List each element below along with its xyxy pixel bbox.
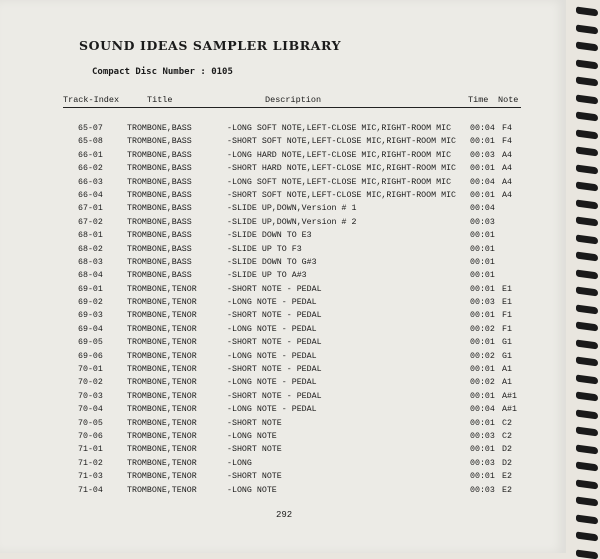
column-header-track: Track-Index	[63, 95, 120, 105]
track-title: TROMBONE,TENOR	[127, 351, 197, 361]
track-time: 00:01	[470, 311, 495, 321]
track-index: 67-01	[78, 204, 103, 214]
track-index: 66-04	[78, 190, 103, 200]
track-index: 68-01	[78, 231, 103, 241]
track-description: -LONG NOTE	[227, 485, 277, 495]
track-time: 00:01	[470, 271, 495, 281]
track-description: -SHORT NOTE - PEDAL	[227, 284, 322, 294]
table-row	[0, 296, 566, 309]
track-description: -SHORT NOTE - PEDAL	[227, 365, 322, 375]
spiral-binding	[566, 0, 600, 553]
track-description: -LONG NOTE - PEDAL	[227, 298, 317, 308]
table-row	[0, 470, 566, 483]
track-title: TROMBONE,BASS	[127, 271, 192, 281]
track-note: F4	[502, 124, 512, 133]
table-row	[0, 162, 566, 175]
binding-coil	[576, 461, 598, 471]
binding-coil	[576, 234, 598, 244]
table-row	[0, 443, 566, 456]
binding-coil	[576, 164, 598, 174]
binding-coil	[576, 269, 598, 279]
track-time: 00:01	[470, 472, 495, 482]
track-description: -SLIDE DOWN TO E3	[227, 231, 312, 241]
page-title: SOUND IDEAS SAMPLER LIBRARY	[79, 38, 342, 53]
binding-coil	[576, 374, 598, 384]
track-time: 00:01	[470, 365, 495, 375]
track-title: TROMBONE,TENOR	[127, 391, 197, 401]
track-index: 71-03	[78, 472, 103, 482]
track-title: TROMBONE,TENOR	[127, 458, 197, 468]
column-header-note: Note	[498, 95, 519, 105]
table-row	[0, 430, 566, 443]
column-header-title: Title	[147, 95, 173, 105]
binding-coil	[576, 339, 598, 349]
track-description: -SHORT NOTE	[227, 472, 282, 482]
track-time: 00:01	[470, 137, 495, 147]
track-description: -SHORT NOTE - PEDAL	[227, 311, 322, 321]
track-title: TROMBONE,BASS	[127, 257, 192, 267]
track-time: 00:04	[470, 405, 495, 415]
binding-coil	[576, 251, 598, 261]
binding-coil	[576, 496, 598, 506]
track-time: 00:02	[470, 324, 495, 334]
table-row	[0, 149, 566, 162]
track-time: 00:01	[470, 284, 495, 294]
track-description: -LONG HARD NOTE,LEFT-CLOSE MIC,RIGHT-ROOM MIC	[227, 150, 452, 160]
track-description: -SLIDE UP,DOWN,Version # 1	[227, 204, 357, 214]
track-note: E1	[502, 284, 512, 294]
table-row	[0, 484, 566, 497]
track-description: -SLIDE UP TO A#3	[227, 271, 307, 281]
track-time: 00:02	[470, 351, 495, 361]
track-description: -LONG	[227, 458, 252, 468]
table-row	[0, 376, 566, 389]
track-index: 71-04	[78, 485, 103, 495]
binding-coil	[576, 286, 598, 296]
track-index: 71-02	[78, 458, 103, 468]
track-index: 71-01	[78, 445, 103, 455]
binding-coil	[576, 24, 598, 34]
binding-coil	[576, 76, 598, 86]
table-row	[0, 457, 566, 470]
track-time: 00:03	[470, 217, 495, 227]
binding-coil	[576, 146, 598, 156]
track-time: 00:04	[470, 124, 495, 133]
table-row	[0, 202, 566, 215]
table-row	[0, 390, 566, 403]
table-row	[0, 269, 566, 282]
binding-coil	[576, 356, 598, 366]
track-description: -SHORT SOFT NOTE,LEFT-CLOSE MIC,RIGHT-ROOM MIC	[227, 137, 457, 147]
track-note: G1	[502, 338, 512, 348]
track-time: 00:01	[470, 190, 495, 200]
binding-coil	[576, 409, 598, 419]
track-index: 66-02	[78, 164, 103, 174]
track-title: TROMBONE,TENOR	[127, 405, 197, 415]
track-note: E2	[502, 472, 512, 482]
binding-coil	[576, 129, 598, 139]
track-note: D2	[502, 445, 512, 455]
track-note: F1	[502, 324, 512, 334]
track-title: TROMBONE,TENOR	[127, 418, 197, 428]
table-row	[0, 283, 566, 296]
track-index: 68-04	[78, 271, 103, 281]
track-title: TROMBONE,BASS	[127, 150, 192, 160]
track-index: 70-04	[78, 405, 103, 415]
track-index: 69-01	[78, 284, 103, 294]
track-time: 00:01	[470, 244, 495, 254]
table-header	[63, 95, 521, 107]
track-index: 67-02	[78, 217, 103, 227]
track-time: 00:03	[470, 298, 495, 308]
track-title: TROMBONE,BASS	[127, 231, 192, 241]
track-index: 68-02	[78, 244, 103, 254]
table-row	[0, 336, 566, 349]
track-note: A4	[502, 177, 512, 187]
binding-coil	[576, 41, 598, 51]
table-row	[0, 417, 566, 430]
binding-coil	[576, 199, 598, 209]
track-title: TROMBONE,TENOR	[127, 338, 197, 348]
track-title: TROMBONE,TENOR	[127, 431, 197, 441]
track-time: 00:01	[470, 418, 495, 428]
track-title: TROMBONE,TENOR	[127, 365, 197, 375]
binding-coil	[576, 549, 598, 559]
track-title: TROMBONE,BASS	[127, 177, 192, 187]
table-row	[0, 229, 566, 242]
track-time: 00:01	[470, 445, 495, 455]
track-time: 00:02	[470, 378, 495, 388]
track-title: TROMBONE,BASS	[127, 204, 192, 214]
track-note: E1	[502, 298, 512, 308]
binding-coil	[576, 426, 598, 436]
track-time: 00:01	[470, 231, 495, 241]
track-time: 00:03	[470, 485, 495, 495]
track-index: 66-01	[78, 150, 103, 160]
track-description: -LONG SOFT NOTE,LEFT-CLOSE MIC,RIGHT-ROOM MIC	[227, 124, 452, 133]
track-index: 69-02	[78, 298, 103, 308]
binding-coil	[576, 94, 598, 104]
track-index: 70-01	[78, 365, 103, 375]
table-row	[0, 256, 566, 269]
track-title: TROMBONE,BASS	[127, 137, 192, 147]
track-index: 69-03	[78, 311, 103, 321]
table-row	[0, 363, 566, 376]
track-description: -LONG SOFT NOTE,LEFT-CLOSE MIC,RIGHT-ROOM MIC	[227, 177, 452, 187]
track-index: 70-02	[78, 378, 103, 388]
track-title: TROMBONE,BASS	[127, 164, 192, 174]
binding-coil	[576, 321, 598, 331]
track-description: -SHORT HARD NOTE,LEFT-CLOSE MIC,RIGHT-ROOM MIC	[227, 164, 457, 174]
binding-coil	[576, 479, 598, 489]
track-note: C2	[502, 418, 512, 428]
column-header-time: Time	[468, 95, 489, 105]
track-title: TROMBONE,BASS	[127, 190, 192, 200]
table-row	[0, 243, 566, 256]
binding-coil	[576, 531, 598, 541]
table-row	[0, 403, 566, 416]
binding-coil	[576, 59, 598, 69]
track-description: -SLIDE DOWN TO G#3	[227, 257, 317, 267]
track-time: 00:01	[470, 164, 495, 174]
track-time: 00:03	[470, 150, 495, 160]
track-note: A#1	[502, 405, 517, 415]
track-time: 00:03	[470, 431, 495, 441]
track-title: TROMBONE,BASS	[127, 217, 192, 227]
track-index: 68-03	[78, 257, 103, 267]
track-title: TROMBONE,TENOR	[127, 472, 197, 482]
track-index: 69-06	[78, 351, 103, 361]
track-title: TROMBONE,BASS	[127, 124, 192, 133]
track-note: C2	[502, 431, 512, 441]
binding-coil	[576, 514, 598, 524]
track-description: -SHORT SOFT NOTE,LEFT-CLOSE MIC,RIGHT-ROOM MIC	[227, 190, 457, 200]
binding-coil	[576, 181, 598, 191]
track-description: -SHORT NOTE - PEDAL	[227, 338, 322, 348]
track-title: TROMBONE,BASS	[127, 244, 192, 254]
track-note: A4	[502, 164, 512, 174]
track-note: E2	[502, 485, 512, 495]
track-index: 66-03	[78, 177, 103, 187]
track-note: G1	[502, 351, 512, 361]
binding-coil	[576, 111, 598, 121]
track-description: -LONG NOTE - PEDAL	[227, 378, 317, 388]
table-row	[0, 309, 566, 322]
track-index: 69-05	[78, 338, 103, 348]
track-index: 65-07	[78, 124, 103, 133]
table-row	[0, 135, 566, 148]
track-index: 69-04	[78, 324, 103, 334]
track-description: -SLIDE UP,DOWN,Version # 2	[227, 217, 357, 227]
track-title: TROMBONE,TENOR	[127, 485, 197, 495]
compact-disc-number: Compact Disc Number : 0105	[92, 67, 233, 77]
track-description: -LONG NOTE - PEDAL	[227, 405, 317, 415]
track-note: A4	[502, 190, 512, 200]
track-note: A#1	[502, 391, 517, 401]
track-index: 70-03	[78, 391, 103, 401]
track-index: 70-06	[78, 431, 103, 441]
binding-coil	[576, 391, 598, 401]
track-note: F4	[502, 137, 512, 147]
track-time: 00:04	[470, 204, 495, 214]
binding-coil	[576, 6, 598, 16]
track-note: D2	[502, 458, 512, 468]
binding-coil	[576, 444, 598, 454]
track-index: 65-08	[78, 137, 103, 147]
track-title: TROMBONE,TENOR	[127, 311, 197, 321]
track-time: 00:01	[470, 391, 495, 401]
column-header-description: Description	[265, 95, 322, 105]
track-note: A1	[502, 365, 512, 375]
track-time: 00:01	[470, 338, 495, 348]
track-description: -LONG NOTE	[227, 431, 277, 441]
binding-coil	[576, 304, 598, 314]
header-divider	[63, 107, 521, 108]
table-row	[0, 122, 566, 135]
table-row	[0, 216, 566, 229]
page-number: 292	[276, 510, 293, 520]
track-time: 00:03	[470, 458, 495, 468]
track-note: A1	[502, 378, 512, 388]
table-row	[0, 350, 566, 363]
track-description: -LONG NOTE - PEDAL	[227, 351, 317, 361]
track-time: 00:01	[470, 257, 495, 267]
track-title: TROMBONE,TENOR	[127, 445, 197, 455]
track-description: -SHORT NOTE	[227, 418, 282, 428]
track-time: 00:04	[470, 177, 495, 187]
track-title: TROMBONE,TENOR	[127, 284, 197, 294]
table-row	[0, 189, 566, 202]
binding-coil	[576, 216, 598, 226]
track-note: A4	[502, 150, 512, 160]
track-description: -SHORT NOTE	[227, 445, 282, 455]
track-note: F1	[502, 311, 512, 321]
track-title: TROMBONE,TENOR	[127, 324, 197, 334]
table-row	[0, 176, 566, 189]
track-title: TROMBONE,TENOR	[127, 378, 197, 388]
track-description: -LONG NOTE - PEDAL	[227, 324, 317, 334]
track-index: 70-05	[78, 418, 103, 428]
track-title: TROMBONE,TENOR	[127, 298, 197, 308]
track-description: -SHORT NOTE - PEDAL	[227, 391, 322, 401]
track-description: -SLIDE UP TO F3	[227, 244, 302, 254]
track-table	[0, 122, 566, 497]
table-row	[0, 323, 566, 336]
